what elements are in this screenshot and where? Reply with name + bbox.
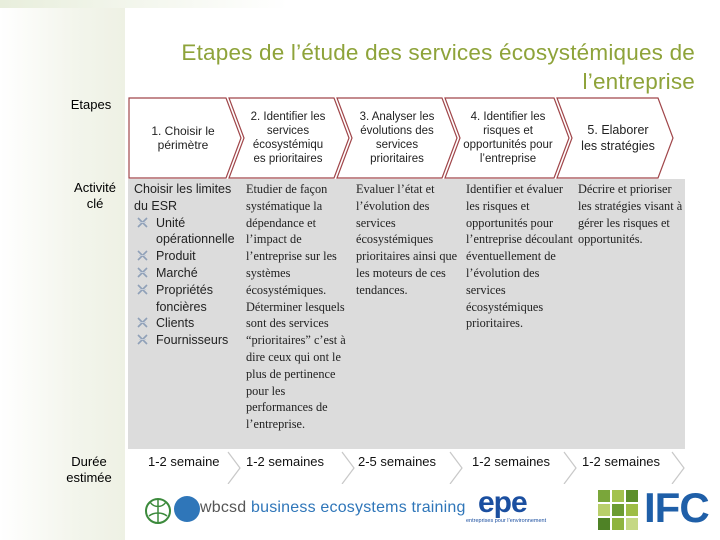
x-bullet-icon — [137, 334, 148, 345]
step-5 — [556, 97, 674, 179]
step-2 — [228, 97, 350, 179]
x-bullet-icon — [137, 217, 148, 228]
list-item-label: Unité opérationnelle — [156, 215, 235, 247]
activity-col-3: Evaluer l’état et l’évolution des services écosystémiques prioritaires ainsi que les moteurs de ces tendances. — [356, 182, 458, 297]
x-bullet-icon — [137, 250, 148, 261]
step-3 — [336, 97, 458, 179]
x-bullet-icon — [137, 267, 148, 278]
ifc-logo: IFC — [644, 484, 709, 531]
list-item — [134, 248, 244, 265]
wbcsd-circle-mark — [174, 496, 200, 522]
footer-logos — [128, 484, 720, 540]
activity-col-5: Décrire et prioriser les stratégies visant à gérer les risques et opportunités. — [578, 182, 683, 247]
activity-col-1-list — [134, 215, 244, 349]
duration-step-4: 1-2 semaines — [472, 454, 551, 469]
duration-step-3: 2-5 semaines — [358, 454, 437, 469]
list-item — [134, 282, 244, 316]
duration-step-5: 1-2 semaines — [582, 454, 661, 469]
list-item — [134, 332, 244, 349]
step-4 — [444, 97, 570, 179]
list-item-label: Propriétés foncières — [156, 282, 213, 314]
activity-col-1-intro: Choisir les limites du ESR — [134, 182, 232, 213]
training-highlight: stems — [363, 499, 407, 516]
step-5-label: 5. Elaborer les stratégies — [581, 123, 655, 153]
durations-row — [128, 450, 685, 486]
step-2-label: 2. Identifier les services écosystémiqu es prioritaires — [250, 111, 326, 165]
list-item — [134, 315, 244, 332]
row-label-duree: Durée estimée — [66, 454, 112, 485]
list-item-label: Clients — [156, 316, 195, 331]
step-1-label: 1. Choisir le périmètre — [151, 124, 215, 152]
ifc-mosaic-icon — [596, 488, 642, 534]
wbcsd-globe-icon — [144, 492, 172, 530]
activity-col-4: Identifier et évaluer les risques et opportunités pour l’entreprise découlant éventuellement de l’évolution des services écosystémiques prioritaires. — [466, 182, 573, 331]
step-1 — [128, 97, 242, 179]
row-label-activite: Activité clé — [74, 180, 116, 211]
duration-step-2: 1-2 semaines — [246, 454, 325, 469]
list-item-label: Fournisseurs — [156, 333, 229, 348]
wbcsd-wordmark — [200, 499, 466, 517]
duration-step-1: 1-2 semaine — [148, 454, 220, 469]
list-item-label: Marché — [156, 265, 198, 280]
wbcsd-mark-label: wbcsd — [200, 499, 247, 516]
x-bullet-icon — [137, 317, 148, 328]
step-3-label: 3. Analyser les évolutions des services prioritaires — [359, 111, 435, 165]
training-suffix: training — [406, 499, 466, 516]
row-label-etapes: Etapes — [70, 97, 112, 112]
list-item — [134, 215, 244, 249]
epe-tagline: entreprises pour l’environnement — [466, 518, 547, 524]
steps-row — [128, 97, 700, 179]
activity-col-1 — [134, 181, 244, 349]
page-title: Etapes de l’étude des services écosystémiques de l’entreprise — [181, 40, 695, 94]
training-prefix: business ecosy — [251, 499, 364, 516]
activity-col-2: Etudier de façon systématique la dépendance et l’impact de l’entreprise sur les systèmes écosystémiques. Déterminer lesquels sont des services “prioritaires” c’est à dire ceux qui ont le plus de pertinence pour les performances de l’entreprise. — [246, 182, 346, 432]
x-bullet-icon — [137, 284, 148, 295]
step-4-label: 4. Identifier les risques et opportunités pour l’entreprise — [463, 111, 553, 165]
list-item — [134, 265, 244, 282]
epe-logo: epe — [478, 486, 527, 519]
list-item-label: Produit — [156, 249, 196, 264]
top-gradient-band — [0, 0, 720, 8]
